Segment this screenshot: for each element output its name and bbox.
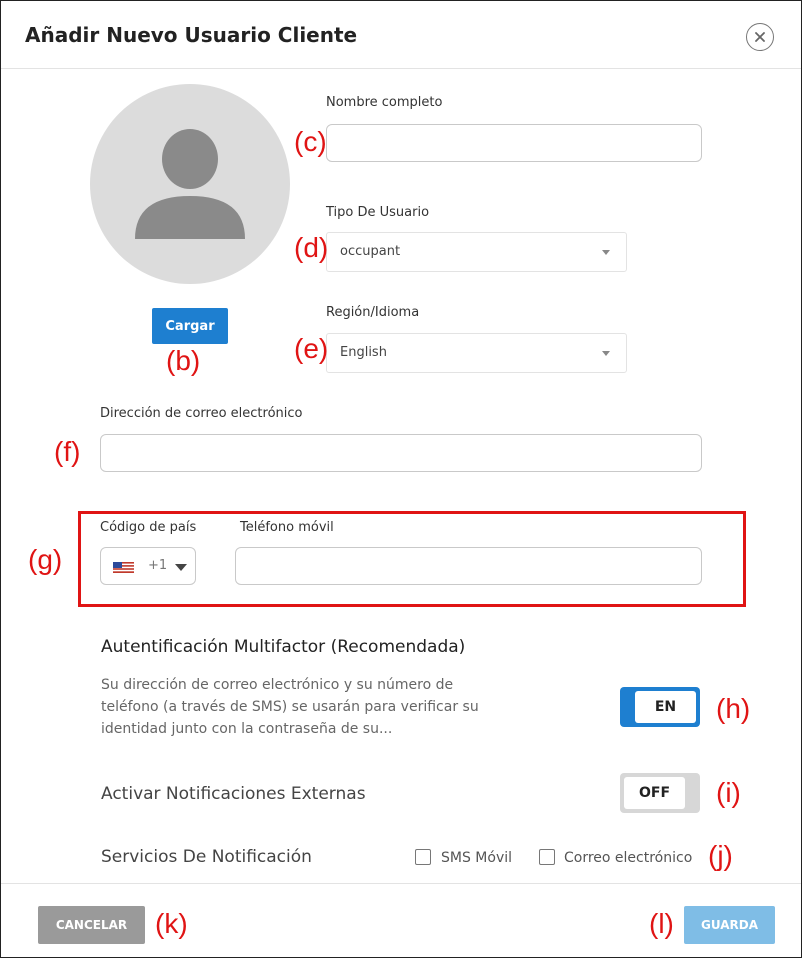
save-button[interactable]: GUARDA <box>684 906 775 944</box>
dialog-header <box>1 1 801 69</box>
chevron-down-icon <box>602 250 610 255</box>
full-name-label: Nombre completo <box>326 95 443 110</box>
chevron-down-icon <box>602 351 610 356</box>
user-silhouette-icon <box>90 84 290 284</box>
us-flag-icon <box>113 562 134 573</box>
mobile-phone-input[interactable] <box>235 547 702 585</box>
email-label: Dirección de correo electrónico <box>100 406 303 421</box>
annotation-k: (k) <box>155 908 188 939</box>
email-checkbox-label: Correo electrónico <box>564 850 693 866</box>
annotation-d: (d) <box>294 232 329 263</box>
user-type-value: occupant <box>340 244 401 259</box>
mfa-description: Su dirección de correo electrónico y su número de teléfono (a través de SMS) se usarán para verificar su identidad junto con la contraseña de su... <box>101 677 479 737</box>
user-type-select[interactable] <box>326 232 627 272</box>
avatar-placeholder <box>90 84 290 284</box>
user-type-label: Tipo De Usuario <box>326 205 430 220</box>
dialog-title: Añadir Nuevo Usuario Cliente <box>25 23 358 47</box>
annotation-j: (j) <box>708 840 733 871</box>
annotation-h: (h) <box>716 693 751 724</box>
close-icon[interactable] <box>746 23 774 51</box>
notification-services-label: Servicios De Notificación <box>101 847 312 867</box>
region-label: Región/Idioma <box>326 305 420 320</box>
mobile-phone-label: Teléfono móvil <box>240 520 334 535</box>
mfa-toggle-label: EN <box>635 691 696 723</box>
annotation-f: (f) <box>54 436 81 467</box>
region-value: English <box>340 345 387 360</box>
annotation-b: (b) <box>166 345 201 376</box>
caret-down-icon <box>175 564 187 571</box>
annotation-c: (c) <box>294 126 327 157</box>
annotation-g: (g) <box>28 544 63 575</box>
full-name-input[interactable] <box>326 124 702 162</box>
sms-checkbox-label: SMS Móvil <box>441 850 513 866</box>
upload-photo-button[interactable]: Cargar <box>152 308 228 344</box>
region-language-select[interactable] <box>326 333 627 373</box>
external-notifications-toggle-label: OFF <box>624 777 685 809</box>
mfa-title: Autentificación Multifactor (Recomendada) <box>101 637 466 657</box>
annotation-i: (i) <box>716 777 741 808</box>
email-input[interactable] <box>100 434 702 472</box>
country-code-label: Código de país <box>100 520 197 535</box>
mfa-toggle[interactable] <box>620 687 700 727</box>
external-notifications-toggle[interactable] <box>620 773 700 813</box>
external-notifications-label: Activar Notificaciones Externas <box>101 784 366 804</box>
sms-checkbox[interactable] <box>415 849 431 865</box>
annotation-e: (e) <box>294 333 329 364</box>
dial-code: +1 <box>148 558 168 573</box>
email-checkbox[interactable] <box>539 849 555 865</box>
cancel-button[interactable]: CANCELAR <box>38 906 145 944</box>
country-code-select[interactable] <box>100 547 196 585</box>
annotation-l: (l) <box>649 908 674 939</box>
